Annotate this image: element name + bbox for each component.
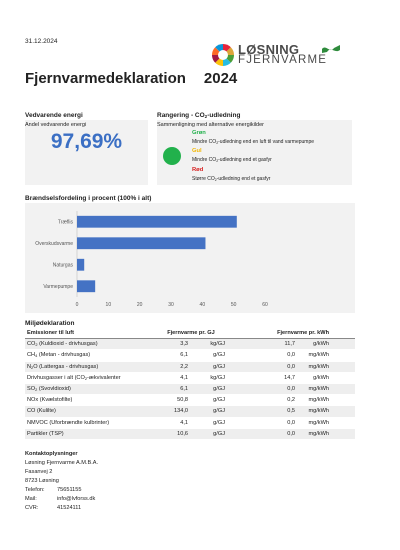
ranking-green-desc: Mindre $CO_2$-udledning end en luft til vand varmepumpe <box>192 139 315 145</box>
emissions-row <box>25 339 355 350</box>
document-date: 31.12.2024 <box>25 38 58 45</box>
emission-gj-unit: g/GJ <box>190 383 227 394</box>
ranking-yellow-desc: Mindre $CO_2$-udledning end et gasfyr <box>192 157 272 163</box>
emission-gj-unit: g/GJ <box>190 406 227 417</box>
contact-mail[interactable]: info@lvforss.dk <box>57 496 96 502</box>
contact-company: Løsning Fjernvarme A.M.B.A. <box>25 460 99 466</box>
emission-name: NMVOC (Uforbrændte kulbrinter) <box>25 417 155 428</box>
contact-phone: 75651155 <box>57 487 82 493</box>
chart-x-tick-label: 30 <box>168 302 174 308</box>
emissions-row <box>25 361 355 372</box>
emission-kwh-value: 0,2 <box>227 395 297 406</box>
chart-x-tick-label: 40 <box>199 302 206 308</box>
emission-kwh-value: 0,5 <box>227 406 297 417</box>
chart-category-label: Naturgas <box>52 262 73 269</box>
ranking-green-label: Grøn <box>192 130 206 136</box>
emission-name: $CO_2$ (Kuldioxid - drivhusgas) <box>25 339 155 350</box>
emission-kwh-unit: mg/kWh <box>297 428 331 439</box>
emission-kwh-unit: g/kWh <box>297 372 331 383</box>
emission-name: CO (Kulilte) <box>25 406 155 417</box>
chart-bar <box>77 237 205 249</box>
emission-kwh-unit: mg/kWh <box>297 395 331 406</box>
emission-gj-value: 6,1 <box>155 383 190 394</box>
contact-mail-row <box>25 495 98 504</box>
emission-gj-value: 4,1 <box>155 417 190 428</box>
emission-gj-unit: g/GJ <box>190 428 227 439</box>
col-kwh-header: Fjernvarme pr. kWh <box>227 328 331 339</box>
emission-name: Drivhusgasser i alt ($CO_2$-ækvivalenter <box>25 372 155 383</box>
chart-x-tick-label: 10 <box>105 302 112 308</box>
emission-gj-value: 4,1 <box>155 372 190 383</box>
emissions-row <box>25 417 355 428</box>
logo-text-top: LØSNING <box>238 42 300 57</box>
emission-name: NOx (Kvælstofilte) <box>25 395 155 406</box>
emissions-row <box>25 350 355 361</box>
contact-block <box>25 450 98 513</box>
contact-street: Fasanvej 2 <box>25 469 53 475</box>
emissions-table-header <box>25 328 355 339</box>
emission-kwh-unit: mg/kWh <box>297 383 331 394</box>
chart-category-label: Varmepumpe <box>43 284 73 291</box>
emission-kwh-unit: mg/kWh <box>297 350 331 361</box>
emission-gj-value: 134,0 <box>155 406 190 417</box>
emission-gj-unit: g/GJ <box>190 395 227 406</box>
contact-cvr-row <box>25 504 98 513</box>
company-logo <box>210 42 360 68</box>
renewable-label: Andel vedvarende energi <box>25 122 87 128</box>
chart-x-tick-label: 50 <box>230 302 237 308</box>
emission-kwh-unit: mg/kWh <box>297 361 331 372</box>
page-title <box>25 70 237 87</box>
contact-phone-row <box>25 486 98 495</box>
emissions-row <box>25 428 355 439</box>
emission-kwh-value: 0,0 <box>227 428 297 439</box>
chart-category-label: Træflis <box>57 219 73 226</box>
col-emission-header: Emissioner til luft <box>25 328 155 339</box>
ranking-subheading: Sammenligning med alternative energikilder <box>157 122 265 128</box>
fuel-chart-svg <box>25 203 355 313</box>
ranking-heading: Rangering - $CO_2$-udledning <box>157 112 241 119</box>
emission-gj-value: 50,8 <box>155 395 190 406</box>
contact-mail-label: Mail: <box>25 496 37 502</box>
chart-bar <box>77 280 95 292</box>
ranking-red-desc: Større $CO_2$-udledning end et gasfyr <box>192 176 271 182</box>
title-year: 2024 <box>203 70 238 87</box>
emission-kwh-unit: mg/kWh <box>297 417 331 428</box>
emission-kwh-value: 0,0 <box>227 361 297 372</box>
ranking-indicator-dot <box>163 147 181 165</box>
emission-gj-value: 10,6 <box>155 428 190 439</box>
emission-gj-unit: kg/GJ <box>190 372 227 383</box>
wave-icon <box>322 44 340 54</box>
ranking-yellow-label: Gul <box>192 148 202 154</box>
emission-kwh-value: 14,7 <box>227 372 297 383</box>
emission-kwh-value: 0,0 <box>227 417 297 428</box>
emission-name: $SO_2$ (Svovldioxid) <box>25 383 155 394</box>
emission-gj-value: 3,3 <box>155 339 190 350</box>
sdg-wheel-icon <box>210 42 236 68</box>
emission-gj-unit: g/GJ <box>190 417 227 428</box>
emission-gj-unit: g/GJ <box>190 350 227 361</box>
emission-gj-unit: kg/GJ <box>190 339 227 350</box>
emission-gj-unit: g/GJ <box>190 361 227 372</box>
chart-bar <box>77 216 237 228</box>
title-text: Fjernvarmedeklaration <box>25 70 186 87</box>
fuel-chart-title: Brændselsfordeling i procent (100% i alt) <box>25 195 152 202</box>
emission-kwh-unit: mg/kWh <box>297 406 331 417</box>
emission-kwh-value: 11,7 <box>227 339 297 350</box>
emissions-row <box>25 383 355 394</box>
chart-category-label: Overskudsvarme <box>35 241 73 248</box>
chart-x-tick-label: 20 <box>136 302 143 308</box>
emission-gj-value: 6,1 <box>155 350 190 361</box>
chart-x-tick-label: 0 <box>75 302 79 308</box>
emission-name: $CH_4$ (Metan - drivhusgas) <box>25 350 155 361</box>
contact-cvr: 41524111 <box>57 505 82 511</box>
contact-heading: Kontaktoplysninger <box>25 451 78 457</box>
emissions-row <box>25 395 355 406</box>
contact-cvr-label: CVR: <box>25 505 39 511</box>
emissions-table <box>25 328 355 440</box>
emission-kwh-unit: g/kWh <box>297 339 331 350</box>
contact-phone-label: Telefon: <box>25 487 45 493</box>
emissions-row <box>25 406 355 417</box>
emission-name: $N_2O$ (Lattergas - drivhusgas) <box>25 361 155 372</box>
logo-text-bottom: FJERNVARME <box>238 54 328 66</box>
emissions-heading: Miljødeklaration <box>25 320 75 327</box>
emission-kwh-value: 0,0 <box>227 350 297 361</box>
chart-bar <box>77 259 84 271</box>
contact-city: 8723 Løsning <box>25 478 59 484</box>
emission-gj-value: 2,2 <box>155 361 190 372</box>
chart-x-tick-label: 60 <box>262 302 268 308</box>
renewable-heading: Vedvarende energi <box>25 112 83 119</box>
renewable-percentage: 97,69% <box>50 130 123 153</box>
emission-kwh-value: 0,0 <box>227 383 297 394</box>
ranking-red-label: Rød <box>192 167 204 173</box>
fuel-chart <box>25 203 355 313</box>
col-gj-header: Fjernvarme pr. GJ <box>155 328 227 339</box>
emissions-row <box>25 372 355 383</box>
emission-name: Partikler (TSP) <box>25 428 155 439</box>
